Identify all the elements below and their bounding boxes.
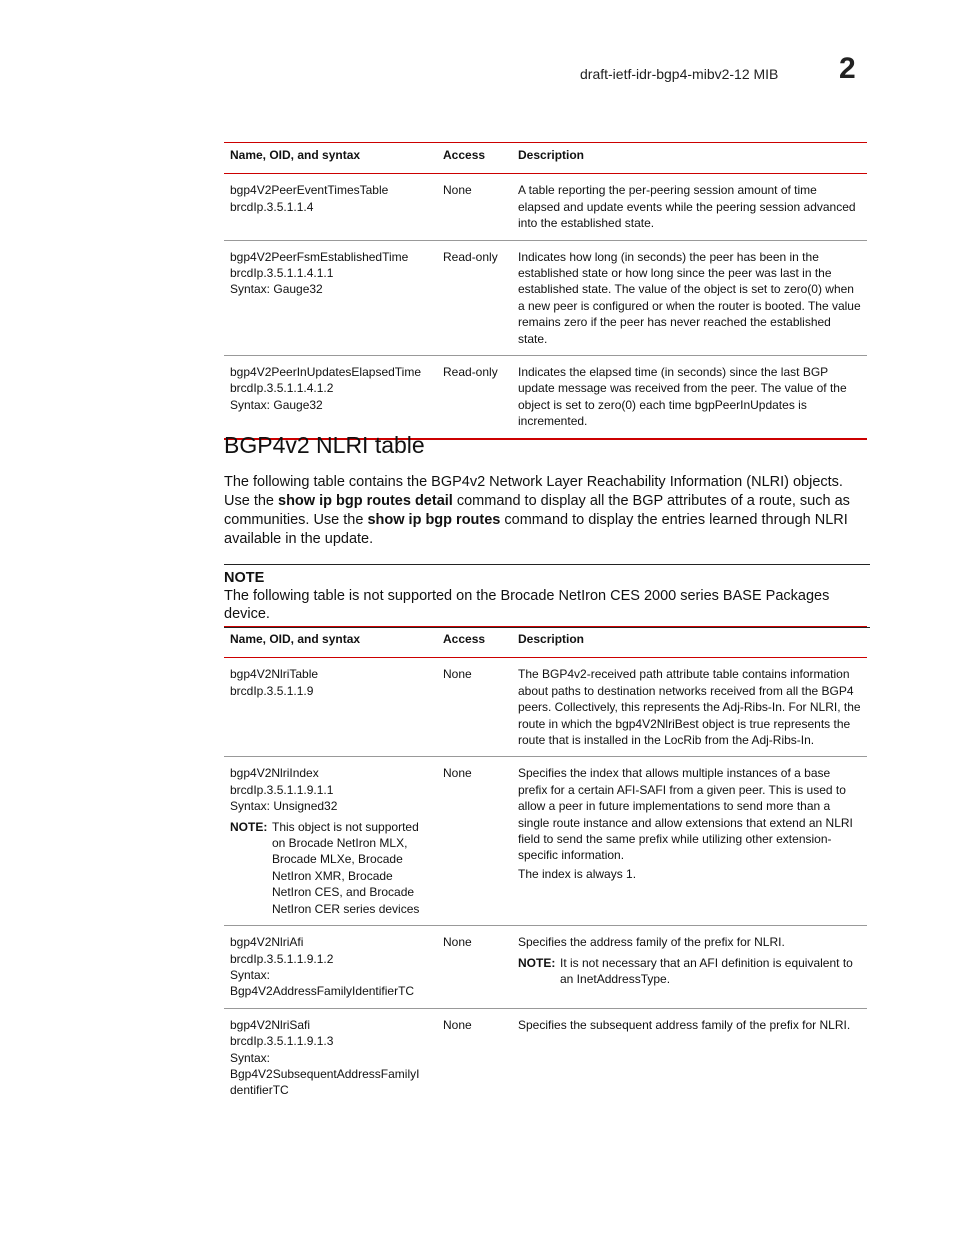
description-cell: Indicates how long (in seconds) the peer has been in the established state or how long since the peer was last in the established state. The value of the object is set to zero(0) when a new peer is configured or when the router is booted. The value remains zero if the peer has never reached the established state.: [512, 240, 867, 355]
object-name: bgp4V2NlriSafi: [230, 1017, 311, 1032]
description-cell: [512, 926, 867, 1009]
table-row: [224, 174, 867, 240]
object-name: bgp4V2PeerInUpdatesElapsedTime: [230, 365, 422, 380]
column-header-description: Description: [512, 627, 867, 658]
peer-event-times-table: [224, 142, 867, 440]
inline-note-label: NOTE:: [230, 819, 268, 834]
description-cell: [512, 757, 867, 926]
name-cell: [224, 356, 437, 439]
object-syntax: Syntax: Unsigned32: [230, 799, 338, 814]
description-cell: Specifies the subsequent address family of the prefix for NLRI.: [518, 1017, 851, 1032]
intro-text-1: The following table contains the BGP4v2 Network Layer Reachability Information (NLRI) objects. Use the: [224, 474, 843, 509]
table-header-row: [224, 143, 867, 174]
note-text: The following table is not supported on the Brocade NetIron CES 2000 series BASE Packages device.: [224, 588, 830, 622]
description-text-extra: The index is always 1.: [518, 866, 637, 881]
table-row: [224, 240, 867, 355]
name-cell: [224, 757, 437, 926]
object-name: bgp4V2NlriTable: [230, 667, 319, 682]
inline-note-text: This object is not supported on Brocade NetIron MLX, Brocade MLXe, Brocade NetIron XMR, Brocade NetIron CES, and Brocade NetIron CER series devices: [272, 819, 420, 916]
column-header-access: Access: [437, 143, 512, 174]
object-oid: brcdIp.3.5.1.1.9.1.1: [230, 782, 334, 797]
access-cell: None: [437, 926, 512, 1009]
inline-note: [518, 955, 861, 988]
object-syntax: Syntax: Gauge32: [230, 282, 323, 297]
inline-note: [230, 819, 431, 917]
object-oid: brcdIp.3.5.1.1.4.1.1: [230, 266, 334, 281]
access-cell: None: [437, 658, 512, 757]
object-oid: brcdIp.3.5.1.1.9.1.2: [230, 951, 334, 966]
section-heading: BGP4v2 NLRI table: [224, 432, 425, 458]
column-header-name: Name, OID, and syntax: [224, 627, 437, 658]
name-cell: [224, 1008, 437, 1107]
object-syntax-type: Bgp4V2SubsequentAddressFamilyI: [230, 1066, 420, 1081]
object-syntax-type-cont: dentifierTC: [230, 1083, 289, 1098]
object-name: bgp4V2NlriAfi: [230, 935, 304, 950]
object-name: bgp4V2NlriIndex: [230, 766, 319, 781]
object-syntax: Syntax: Gauge32: [230, 397, 323, 412]
intro-text-3: command to display the entries learned through NLRI available in the update.: [224, 512, 848, 547]
table-row: [224, 757, 867, 926]
command-show-routes-detail: show ip bgp routes detail: [278, 493, 453, 509]
table-row: [224, 356, 867, 439]
table-row: [224, 658, 867, 757]
name-cell: [224, 240, 437, 355]
name-cell: [224, 926, 437, 1009]
inline-note-text: It is not necessary that an AFI definition is equivalent to an InetAddressType.: [560, 955, 853, 986]
description-text: Specifies the address family of the prefix for NLRI.: [518, 935, 785, 950]
name-cell: [224, 174, 437, 240]
object-syntax: Syntax:: [230, 967, 271, 982]
access-cell: None: [443, 1017, 472, 1032]
object-name: bgp4V2PeerEventTimesTable: [230, 183, 389, 198]
description-cell: Indicates the elapsed time (in seconds) since the last BGP update message was received from the peer. The value of the object is set to zero(0) each time bgpPeerInUpdates is incremented.: [512, 356, 867, 439]
column-header-name: Name, OID, and syntax: [224, 143, 437, 174]
object-name: bgp4V2PeerFsmEstablishedTime: [230, 249, 409, 264]
description-cell: A table reporting the per-peering session amount of time elapsed and update events while the peering session advanced into the established state.: [512, 174, 867, 240]
inline-note-label: NOTE:: [518, 955, 556, 970]
intro-text-2: command to display all the BGP attributes of a route, such as communities. Use the: [224, 493, 850, 528]
object-oid: brcdIp.3.5.1.1.4: [230, 199, 314, 214]
object-oid: brcdIp.3.5.1.1.4.1.2: [230, 381, 334, 396]
object-syntax: Syntax:: [230, 1050, 271, 1065]
access-cell: Read-only: [437, 356, 512, 439]
header-title: draft-ietf-idr-bgp4-mibv2-12 MIB: [580, 66, 779, 82]
access-cell: None: [437, 757, 512, 926]
column-header-description: Description: [512, 143, 867, 174]
object-oid: brcdIp.3.5.1.1.9.1.3: [230, 1034, 334, 1049]
object-syntax-type: Bgp4V2AddressFamilyIdentifierTC: [230, 984, 415, 999]
table-row: [224, 926, 867, 1009]
object-oid: brcdIp.3.5.1.1.9: [230, 683, 314, 698]
table-header-row: [224, 627, 867, 658]
command-show-routes: show ip bgp routes: [367, 512, 501, 528]
note-block: [224, 564, 870, 628]
note-label: NOTE: [224, 570, 265, 586]
intro-paragraph: [224, 473, 864, 549]
column-header-access: Access: [437, 627, 512, 658]
chapter-number: 2: [839, 52, 856, 85]
description-text: Specifies the index that allows multiple instances of a base prefix for a certain AFI-SAFI from a given peer. This is used to allow a peer in future implementations to send more than a single route instance and allow extensions that extend an NLRI field to send the same prefix while utilizing other extension-specific information.: [518, 766, 853, 863]
name-cell: [224, 658, 437, 757]
nlri-table: [224, 626, 867, 1107]
access-cell: None: [437, 174, 512, 240]
table-row: [224, 1008, 867, 1107]
description-cell: The BGP4v2-received path attribute table contains information about paths to destination networks received from all the BGP4 peers. Collectively, this represents the Adj-Ribs-In. For NLRI, the route in which the bgp4V2NlriBest object is true represents the route that is installed in the LocRib from the Adj-Ribs-In.: [512, 658, 867, 757]
access-cell: Read-only: [437, 240, 512, 355]
